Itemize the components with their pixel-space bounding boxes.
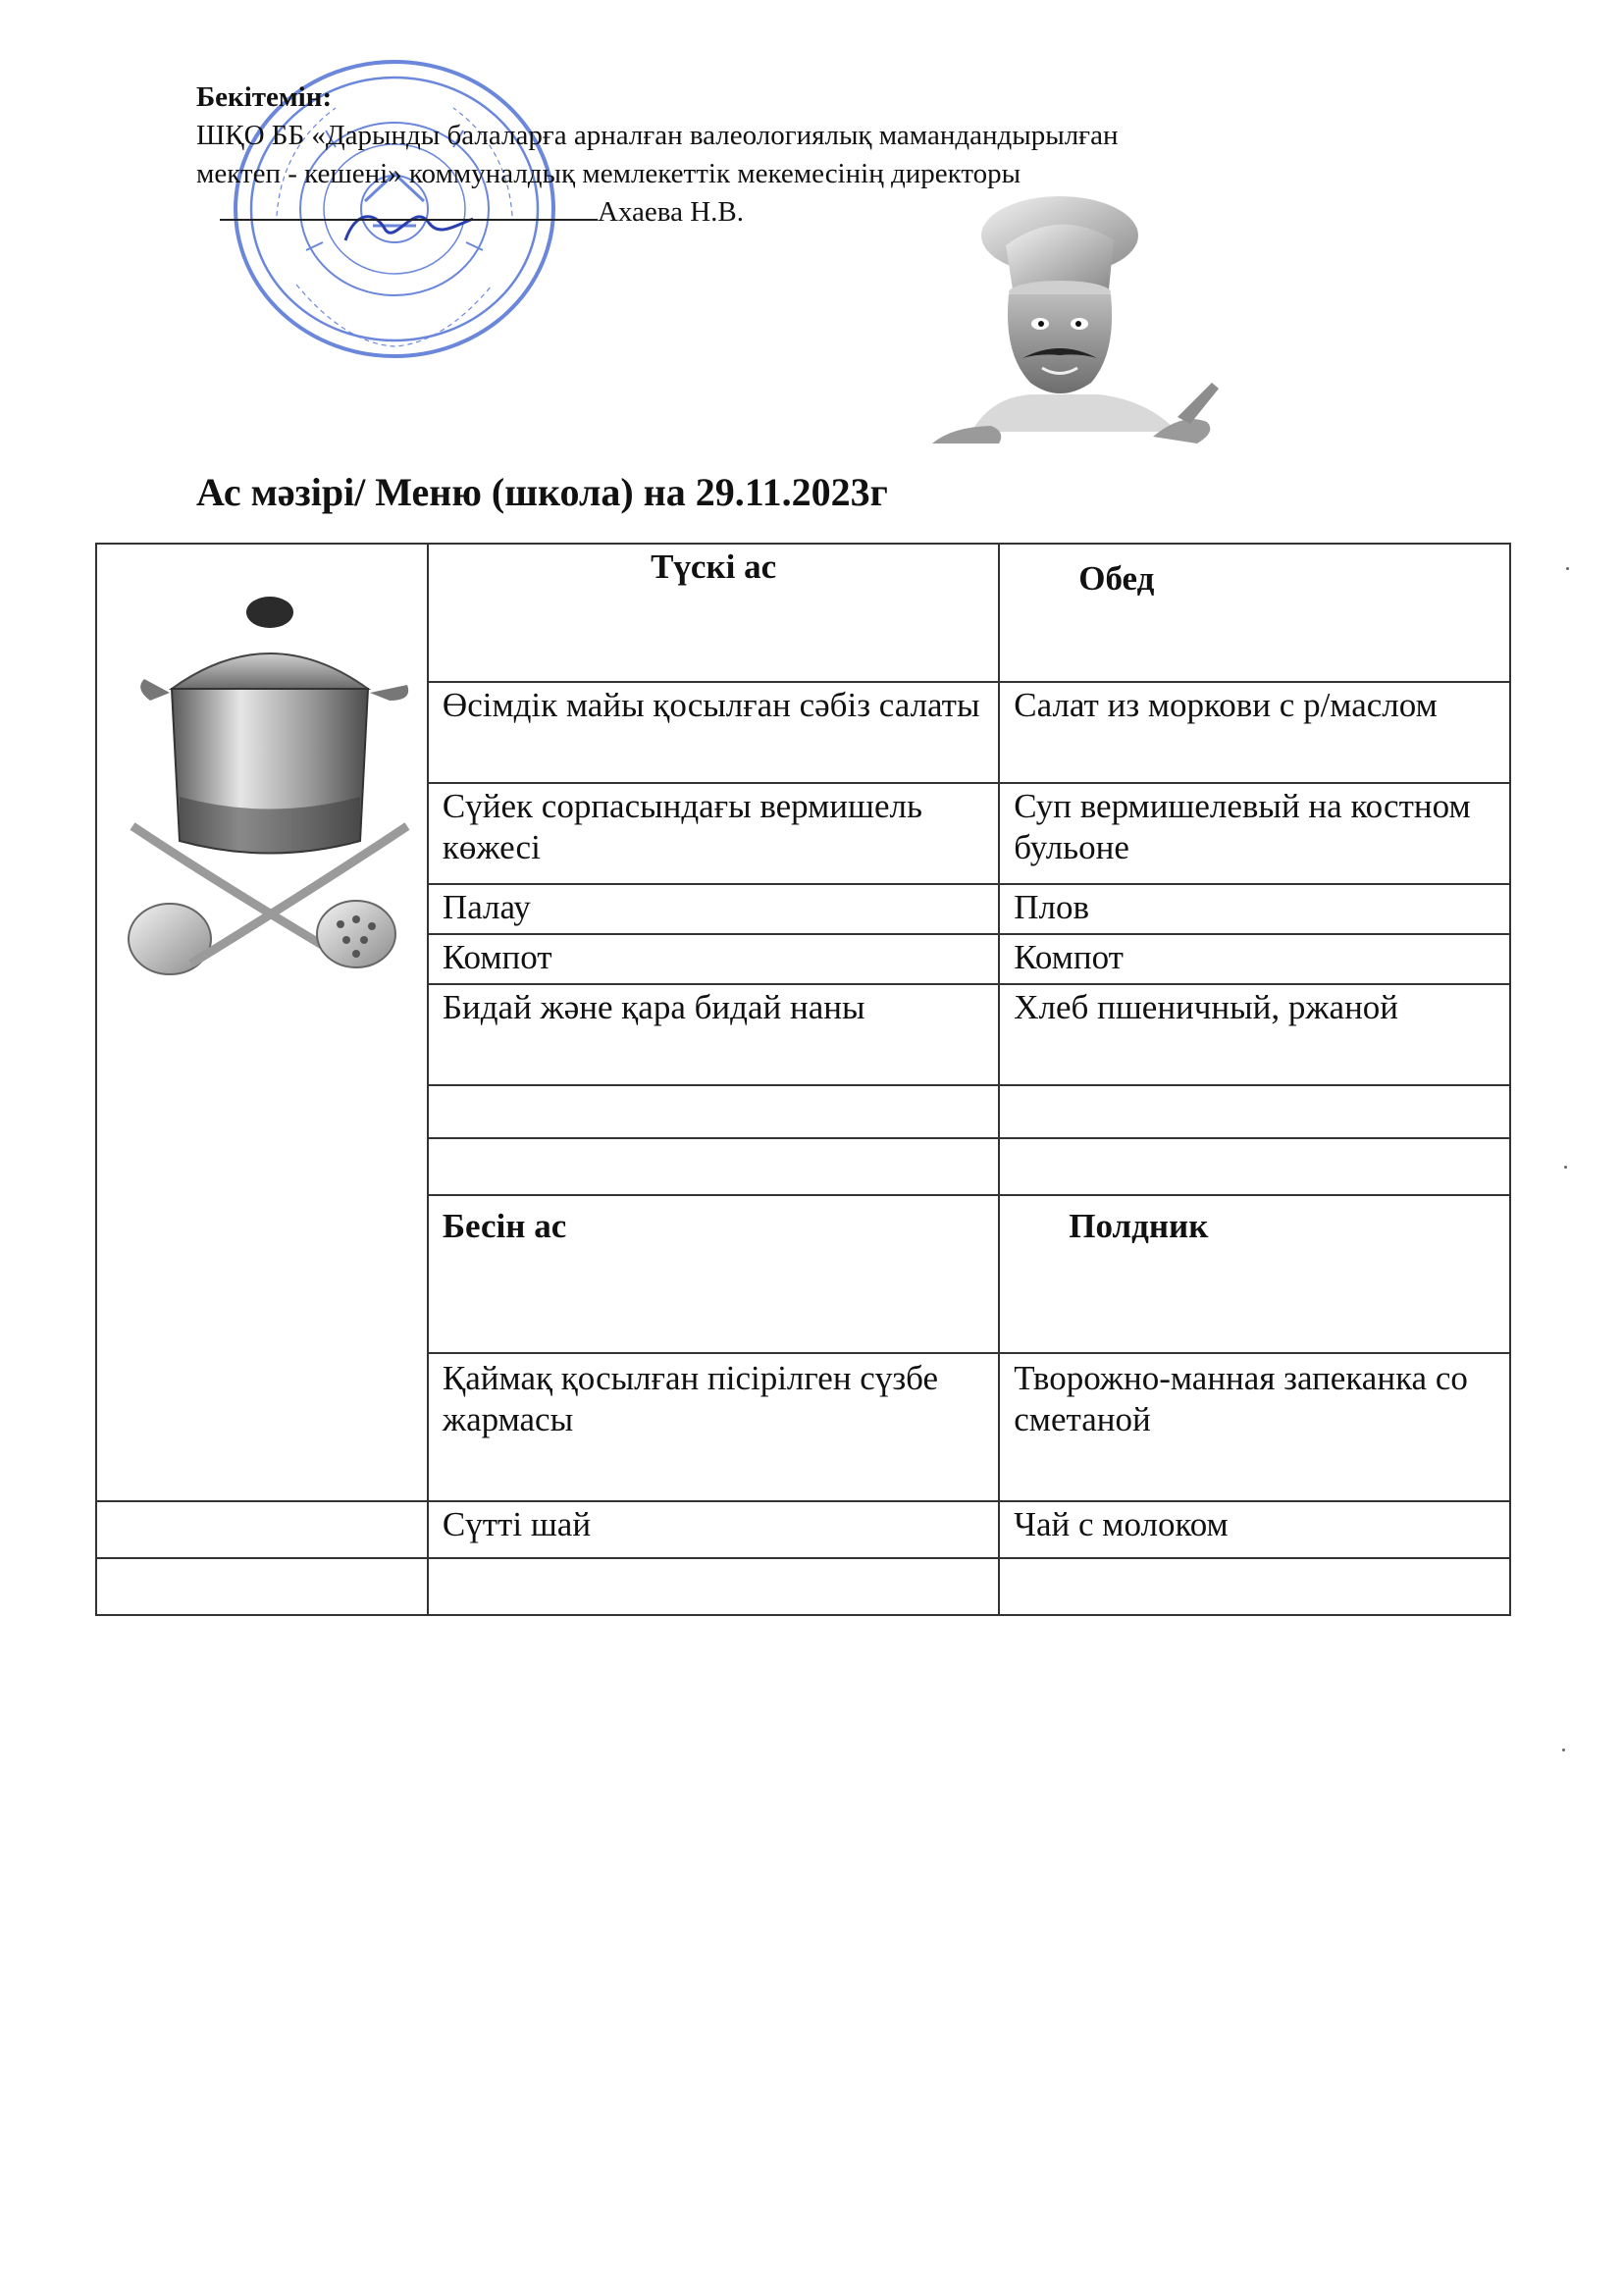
scan-speck [1562,1748,1565,1751]
lunch-header-kz: Түскі ас [428,544,999,682]
illustration-cell [96,544,428,1501]
menu-item-kz: Сүтті шай [428,1501,999,1558]
menu-item-kz: Бидай және қара бидай наны [428,984,999,1085]
empty-cell [428,1138,999,1195]
approval-line-1: ШҚО ББ «Дарынды балаларға арналған валеологиялық мамандандырылған [196,120,1119,151]
scan-speck [1564,1166,1567,1169]
menu-item-kz: Қаймақ қосылған пісірілген сүзбе жармасы [428,1353,999,1501]
menu-item-ru: Суп вермишелевый на костном бульоне [999,783,1510,884]
table-row [96,544,1510,682]
menu-item-ru: Хлеб пшеничный, ржаной [999,984,1510,1085]
menu-table [95,543,1511,1616]
menu-item-ru: Салат из моркови с р/маслом [999,682,1510,783]
empty-cell [999,1085,1510,1138]
chef-cartoon-icon [913,186,1246,451]
signer-name: Ахаева Н.В. [598,196,745,228]
empty-cell [999,1138,1510,1195]
empty-cell [428,1558,999,1615]
table-row [96,1558,1510,1615]
lunch-header-ru: Обед [999,544,1510,682]
approval-line-2: мектеп - кешені» коммуналдық мемлекеттік мекемесінің директоры [196,158,1021,189]
page-title: Ас мәзірі/ Меню (школа) на 29.11.2023г [196,470,888,514]
cooking-pot-icon [123,591,417,1003]
menu-item-kz: Сүйек сорпасындағы вермишель көжесі [428,783,999,884]
empty-cell [999,1558,1510,1615]
snack-header-kz: Бесін ас [428,1195,999,1353]
menu-item-ru: Компот [999,934,1510,984]
menu-item-ru: Творожно-манная запеканка со сметаной [999,1353,1510,1501]
empty-cell [96,1558,428,1615]
menu-item-kz: Палау [428,884,999,934]
scan-speck [1566,567,1569,570]
approval-heading: Бекітемін: [196,81,333,113]
menu-item-kz: Өсімдік майы қосылған сәбіз салаты [428,682,999,783]
menu-item-ru: Чай с молоком [999,1501,1510,1558]
signature-line [220,193,598,221]
menu-item-kz: Компот [428,934,999,984]
menu-item-ru: Плов [999,884,1510,934]
empty-cell [428,1085,999,1138]
empty-cell [96,1501,428,1558]
snack-header-ru: Полдник [999,1195,1510,1353]
table-row [96,1501,1510,1558]
